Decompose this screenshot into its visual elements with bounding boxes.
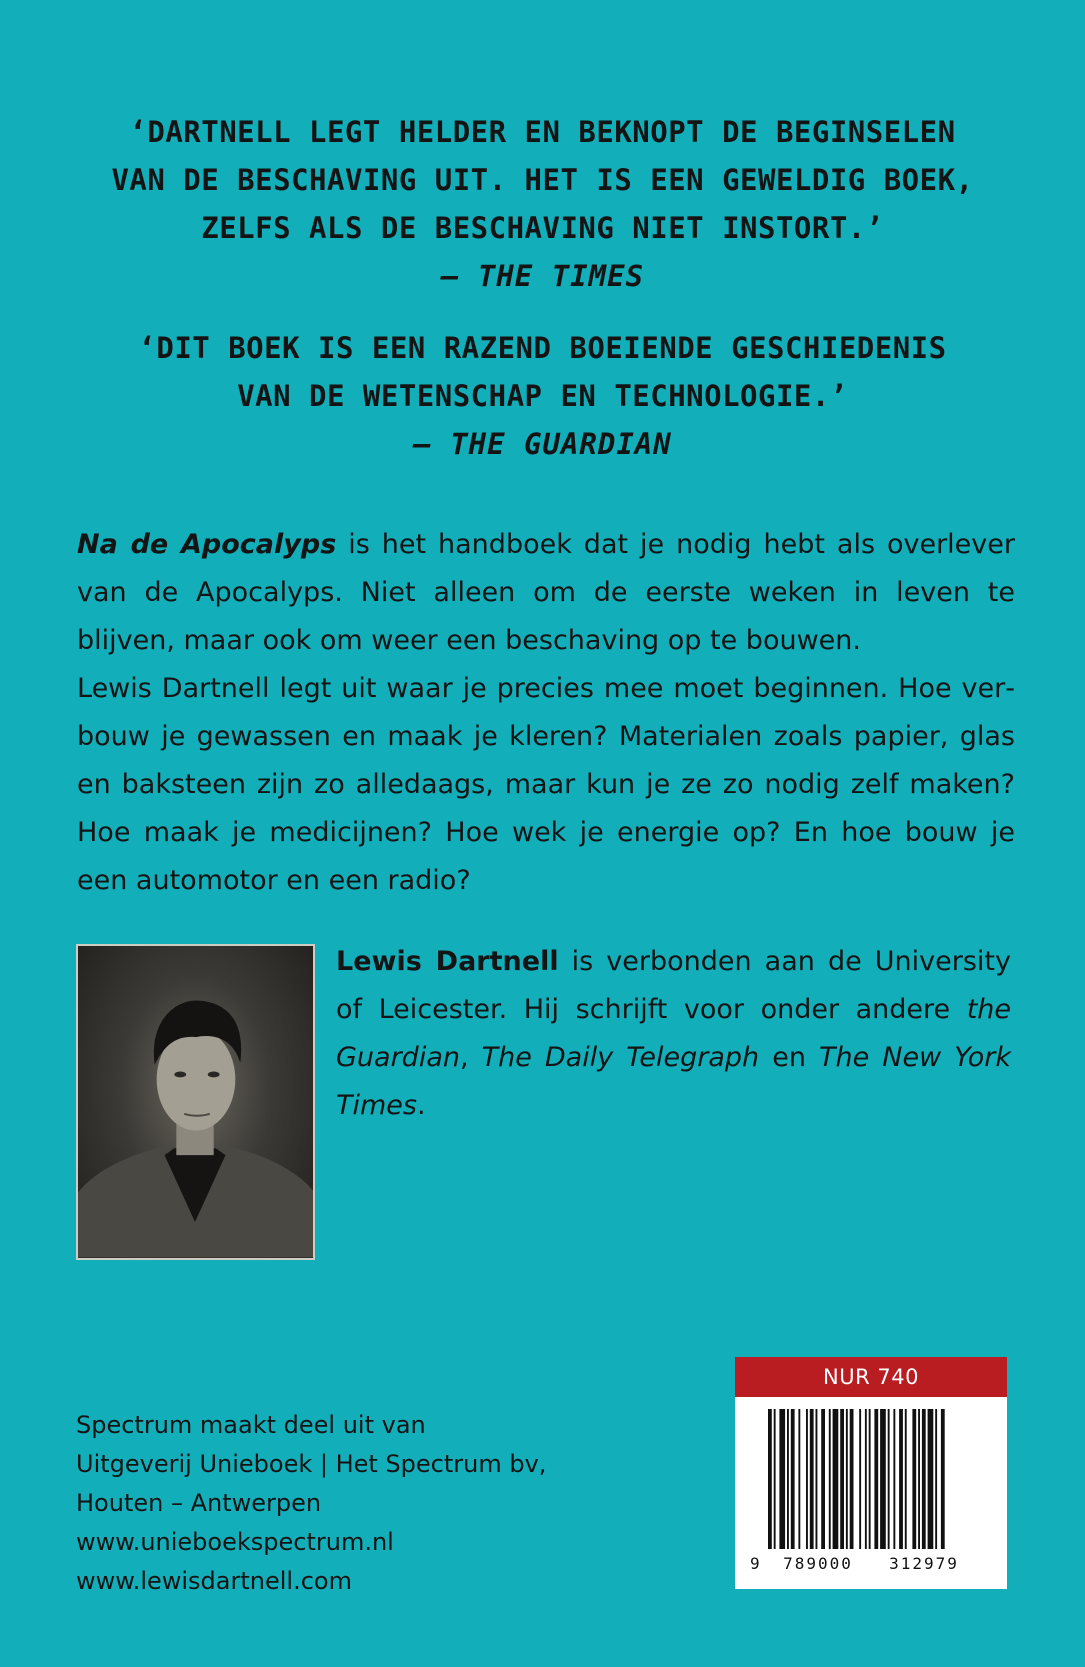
publisher-line: Uitgeverij Unieboek | Het Spectrum bv, (76, 1450, 547, 1478)
barcode-bar (865, 1409, 867, 1549)
publication-name: The New York Times (336, 1042, 1012, 1121)
publication-name: The Daily Telegraph (481, 1042, 760, 1073)
barcode-icon (746, 1397, 996, 1577)
bio-paragraph (336, 938, 1011, 1130)
barcode-bar (798, 1409, 800, 1549)
blurb-paragraph: Lewis Dartnell legt uit waar je precies mee moet beginnen. Hoe verbouw je gewassen en maak je kleren? Materialen zoals papier, glas en baksteen zijn zo alledaags, maar kun je ze zo nodig zelf maken? Hoe maak je medicijnen? Hoe wek je energie op? En hoe bouw je een automotor en een radio? (77, 673, 1015, 896)
barcode-bar (905, 1409, 907, 1549)
publisher-line: Houten – Antwerpen (76, 1489, 322, 1517)
barcode-bar (859, 1409, 861, 1549)
blurb-text: is het handboek dat je nodig hebt als overlever van de Apocalyps. Niet alleen om de eerste weken in leven te blijven, maar ook om weer een beschaving op te bouwen. (77, 529, 1015, 656)
barcode-bar (791, 1409, 795, 1549)
book-blurb (77, 521, 1015, 905)
barcode-bar (840, 1409, 844, 1549)
barcode-bar (833, 1409, 839, 1549)
nur-code: NUR 740 (735, 1357, 1007, 1397)
quote-guardian (0, 324, 1085, 468)
barcode-bar (846, 1409, 848, 1549)
barcode-bar (918, 1409, 920, 1549)
barcode-bar (787, 1409, 789, 1549)
publisher-line: Spectrum maakt deel uit van (76, 1411, 426, 1439)
barcode-bar (941, 1409, 945, 1549)
barcode-bar (821, 1409, 825, 1549)
quote-line: ‘DIT BOEK IS EEN RAZEND BOEIENDE GESCHIEDENIS (138, 331, 947, 365)
barcode-bar (935, 1409, 937, 1549)
quote-times (0, 108, 1085, 300)
quote-line: ZELFS ALS DE BESCHAVING NIET INSTORT.’ (201, 211, 884, 245)
barcode-bar (806, 1409, 808, 1549)
author-photo (76, 944, 315, 1260)
barcode-bar (874, 1409, 878, 1549)
barcode-bar (880, 1409, 886, 1549)
quote-source: – THE GUARDIAN (413, 427, 672, 461)
quote-line: VAN DE WETENSCHAP EN TECHNOLOGIE.’ (237, 379, 848, 413)
isbn-digits-left: 789000 (783, 1554, 853, 1573)
publisher-url: www.unieboekspectrum.nl (76, 1528, 394, 1556)
barcode-bar (869, 1409, 871, 1549)
barcode-bar (893, 1409, 895, 1549)
blurb-paragraph (77, 521, 1015, 665)
quote-source: – THE TIMES (440, 259, 645, 293)
bio-text: is verbonden aan de University of Leicester. Hij schrijft voor onder andere (336, 946, 1011, 1025)
barcode-bar (810, 1409, 814, 1549)
bio-separator: en (759, 1042, 820, 1073)
isbn-first-digit: 9 (750, 1554, 760, 1573)
publication-name: the Guardian (336, 994, 1011, 1073)
bio-separator: , (459, 1042, 482, 1073)
barcode-bar (768, 1409, 772, 1549)
barcode-label (735, 1357, 1007, 1589)
review-quotes (0, 108, 1085, 468)
barcode-bar (779, 1409, 785, 1549)
isbn-digits-right: 312979 (889, 1554, 959, 1573)
barcode-bar (816, 1409, 818, 1549)
author-portrait-icon (78, 946, 313, 1258)
barcode-bar (922, 1409, 926, 1549)
author-bio (336, 938, 1011, 1130)
author-name: Lewis Dartnell (336, 946, 559, 977)
barcode-bar (850, 1409, 854, 1549)
barcode-bar (888, 1409, 890, 1549)
barcode-bar (899, 1409, 903, 1549)
barcode-bar (912, 1409, 916, 1549)
barcode-bar (928, 1409, 934, 1549)
bio-end: . (416, 1090, 426, 1121)
quote-line: ‘DARTNELL LEGT HELDER EN BEKNOPT DE BEGINSELEN (129, 115, 956, 149)
quote-line: VAN DE BESCHAVING UIT. HET IS EEN GEWELDIG BOEK, (111, 163, 974, 197)
barcode-bar (829, 1409, 831, 1549)
publisher-info (76, 1406, 546, 1601)
book-title: Na de Apocalyps (77, 529, 337, 560)
publisher-url: www.lewisdartnell.com (76, 1567, 352, 1595)
barcode-bar (774, 1409, 776, 1549)
